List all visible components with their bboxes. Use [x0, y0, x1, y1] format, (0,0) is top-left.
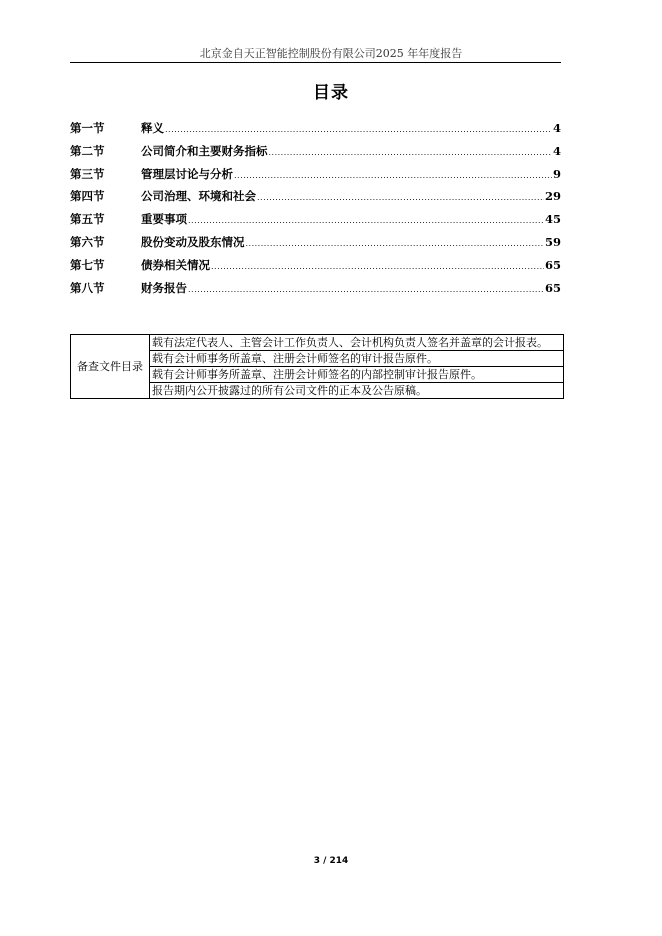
toc-entry-number: 第三节 — [70, 166, 105, 181]
toc-entry-name: 财务报告 — [141, 280, 187, 295]
toc-dot-leader — [211, 262, 544, 271]
reference-documents-table — [70, 334, 564, 399]
toc-entry-number: 第二节 — [70, 143, 105, 158]
toc-entry[interactable] — [70, 143, 561, 166]
toc-entry-page: 65 — [544, 257, 561, 272]
toc-dot-leader — [257, 193, 544, 202]
toc-list — [70, 120, 561, 302]
toc-entry-page: 59 — [544, 234, 561, 249]
toc-entry[interactable] — [70, 166, 561, 189]
toc-entry[interactable] — [70, 280, 561, 303]
reference-document-item: 报告期内公开披露过的所有公司文件的正本及公告原稿。 — [150, 383, 564, 399]
toc-entry-number: 第四节 — [70, 189, 105, 204]
toc-entry-page: 45 — [544, 212, 561, 227]
running-header: 北京金自天正智能控制股份有限公司2025 年年度报告 — [199, 47, 463, 60]
reference-document-item: 载有法定代表人、主管会计工作负责人、会计机构负责人签名并盖章的会计报表。 — [150, 335, 564, 351]
toc-entry-page: 4 — [552, 121, 561, 135]
toc-dot-leader — [188, 285, 544, 294]
toc-dot-leader — [188, 216, 544, 225]
toc-entry-name: 公司简介和主要财务指标 — [141, 143, 268, 158]
toc-dot-leader — [269, 148, 552, 157]
toc-entry[interactable] — [70, 211, 561, 234]
toc-entry-page: 29 — [544, 189, 561, 204]
toc-dot-leader — [234, 171, 552, 180]
toc-entry-page: 4 — [552, 143, 561, 158]
table-row — [71, 335, 564, 351]
reference-document-item: 载有会计师事务所盖章、注册会计师签名的审计报告原件。 — [150, 351, 564, 367]
toc-dot-leader — [246, 239, 544, 248]
toc-entry-page: 65 — [544, 280, 561, 295]
toc-entry-number: 第五节 — [70, 212, 105, 227]
toc-entry-name: 重要事项 — [141, 212, 187, 227]
toc-entry-name: 债券相关情况 — [141, 257, 210, 272]
page-number: 3 / 214 — [313, 856, 349, 866]
toc-title: 目录 — [313, 83, 349, 103]
toc-entry-number: 第八节 — [70, 280, 105, 295]
toc-entry-name: 股份变动及股东情况 — [141, 234, 245, 249]
toc-entry-name: 释义 — [141, 121, 164, 135]
toc-dot-leader — [165, 125, 552, 134]
toc-entry-page: 9 — [552, 166, 561, 181]
toc-entry-number: 第六节 — [70, 234, 105, 249]
reference-document-item: 载有会计师事务所盖章、注册会计师签名的内部控制审计报告原件。 — [150, 367, 564, 383]
header-divider — [70, 62, 561, 63]
reference-documents-label: 备查文件目录 — [71, 335, 150, 399]
toc-entry-name: 公司治理、环境和社会 — [141, 189, 256, 204]
toc-entry[interactable] — [70, 257, 561, 280]
toc-entry-number: 第一节 — [70, 121, 105, 135]
toc-entry[interactable] — [70, 120, 561, 143]
toc-entry-name: 管理层讨论与分析 — [141, 166, 233, 181]
toc-entry[interactable] — [70, 188, 561, 211]
toc-entry[interactable] — [70, 234, 561, 257]
toc-entry-number: 第七节 — [70, 257, 105, 272]
